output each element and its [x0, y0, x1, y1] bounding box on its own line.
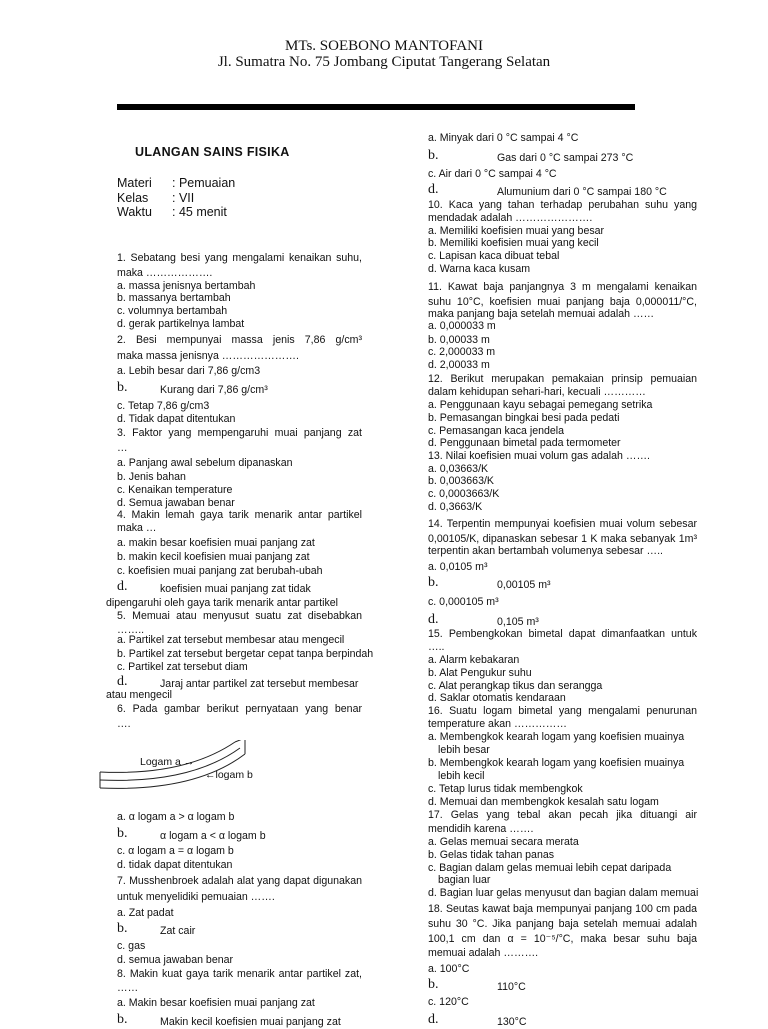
label-logam-a: Logam a →: [140, 756, 195, 768]
document-line: a. Minyak dari 0 °C sampai 4 °C: [428, 132, 579, 144]
document-line: c. Alat perangkap tikus dan serangga: [428, 680, 603, 692]
document-line: c. volumnya bertambah: [117, 305, 228, 317]
meta-value: : Pemuaian: [172, 176, 236, 190]
document-line: c. koefisien muai panjang zat berubah-ubah: [117, 565, 323, 577]
document-line: [117, 579, 311, 595]
document-line: maka ……………….: [117, 267, 213, 279]
document-line: [428, 182, 667, 198]
document-line: 10. Kaca yang tahan terhadap perubahan suhu yang: [428, 199, 697, 211]
option-marker: b.: [117, 921, 128, 936]
document-line: atau mengecil: [106, 689, 172, 701]
option-text: Gas dari 0 °C sampai 273 °C: [497, 152, 634, 164]
document-line: d. 2,00033 m: [428, 359, 490, 371]
document-line: a. Membengkok kearah logam yang koefisien muainya: [428, 731, 685, 743]
option-marker: d.: [428, 182, 439, 197]
option-marker: b.: [428, 148, 439, 163]
document-line: c. gas: [117, 940, 146, 952]
document-line: d. semua jawaban benar: [117, 954, 234, 966]
document-line: maka …: [117, 522, 157, 534]
document-line: b. makin kecil koefisien muai panjang zat: [117, 551, 310, 563]
exam-title: ULANGAN SAINS FISIKA: [135, 145, 290, 159]
document-line: d. Saklar otomatis kendaraan: [428, 692, 566, 704]
document-line: [117, 921, 196, 937]
document-line: 7. Musshenbroek adalah alat yang dapat digunakan: [117, 875, 362, 887]
meta-label: Materi: [117, 176, 152, 190]
document-line: temperature akan ……………: [428, 718, 567, 730]
option-marker: b.: [428, 575, 439, 590]
header-divider: [117, 104, 635, 110]
meta-value: : VII: [172, 191, 195, 205]
document-line: a. makin besar koefisien muai panjang zat: [117, 537, 315, 549]
document-line: a. 0,0105 m³: [428, 561, 488, 573]
document-line: 18. Seutas kawat baja mempunyai panjang 100 cm pada: [428, 903, 697, 915]
meta-value: : 45 menit: [172, 205, 227, 219]
document-line: [117, 826, 266, 842]
document-line: c. Tetap lurus tidak membengkok: [428, 783, 583, 795]
document-line: c. 0,000105 m³: [428, 596, 499, 608]
meta-materi: [117, 176, 236, 190]
option-marker: d.: [428, 1012, 439, 1027]
document-line: d. Semua jawaban benar: [117, 497, 235, 509]
document-line: a. Zat padat: [117, 907, 174, 919]
document-line: b. Memiliki koefisien muai yang kecil: [428, 237, 599, 249]
document-line: ……..: [117, 624, 145, 636]
document-line: c. Pemasangan kaca jendela: [428, 425, 565, 437]
document-line: 11. Kawat baja panjangnya 3 m mengalami kenaikan: [428, 281, 697, 293]
option-text: Kurang dari 7,86 g/cm³: [160, 384, 268, 396]
option-marker: d.: [117, 579, 128, 594]
option-text: Alumunium dari 0 °C sampai 180 °C: [497, 186, 667, 198]
document-line: d. 0,3663/K: [428, 501, 483, 513]
document-line: 6. Pada gambar berikut pernyataan yang benar: [117, 703, 362, 715]
document-line: b. Gelas tidak tahan panas: [428, 849, 555, 861]
document-line: [428, 1012, 527, 1028]
document-line: a. Memiliki koefisien muai yang besar: [428, 225, 605, 237]
document-line: a. Lebih besar dari 7,86 g/cm3: [117, 365, 261, 377]
document-line: maka massa jenisnya ………………….: [117, 350, 299, 362]
meta-label: Waktu: [117, 205, 152, 219]
meta-kelas: [117, 191, 195, 205]
document-line: bagian luar: [438, 874, 491, 886]
document-line: 16. Suatu logam bimetal yang mengalami penurunan: [428, 705, 697, 717]
document-line: …..: [428, 641, 445, 653]
document-line: [117, 1012, 341, 1028]
document-line: 0,00105/K, dipanaskan sebesar 1 K maka sebanyak 1m³: [428, 533, 697, 545]
document-line: ……: [117, 982, 139, 994]
document-line: lebih kecil: [438, 770, 485, 782]
document-line: [117, 674, 359, 690]
document-line: memuai adalah ……….: [428, 947, 539, 959]
document-line: dalam kehidupan sehari-hari, kecuali …………: [428, 386, 646, 398]
document-line: c. Partikel zat tersebut diam: [117, 661, 248, 673]
document-line: a. Makin besar koefisien muai panjang zat: [117, 997, 315, 1009]
document-line: a. Penggunaan kayu sebagai pemegang setrika: [428, 399, 653, 411]
document-line: b. Membengkok kearah logam yang koefisien muainya: [428, 757, 685, 769]
document-line: b. Partikel zat tersebut bergetar cepat tanpa berpindah: [117, 648, 374, 660]
document-line: b. Jenis bahan: [117, 471, 186, 483]
option-text: 0,105 m³: [497, 616, 539, 628]
document-line: [428, 575, 551, 591]
document-line: 4. Makin lemah gaya tarik menarik antar partikel: [117, 509, 362, 521]
document-line: d. Penggunaan bimetal pada termometer: [428, 437, 621, 449]
document-line: b. 0,00033 m: [428, 334, 490, 346]
document-line: 8. Makin kuat gaya tarik menarik antar partikel zat,: [117, 968, 362, 980]
document-line: a. α logam a > α logam b: [117, 811, 235, 823]
option-marker: d.: [428, 612, 439, 627]
document-line: c. 0,0003663/K: [428, 488, 500, 500]
document-line: 13. Nilai koefisien muai volum gas adalah …….: [428, 450, 650, 462]
document-line: d. Tidak dapat ditentukan: [117, 413, 236, 425]
document-line: a. 0,03663/K: [428, 463, 489, 475]
document-line: 12. Berikut merupakan pemakaian prinsip pemuaian: [428, 373, 697, 385]
document-line: dipengaruhi oleh gaya tarik menarik antar partikel: [106, 597, 339, 609]
document-line: b. Pemasangan bingkai besi pada pedati: [428, 412, 620, 424]
option-text: α logam a < α logam b: [160, 830, 266, 842]
label-logam-b: ←logam b: [205, 769, 253, 781]
document-line: mendidih karena …….: [428, 823, 534, 835]
document-line: c. Lapisan kaca dibuat tebal: [428, 250, 560, 262]
option-text: Zat cair: [160, 925, 196, 937]
option-marker: b.: [117, 826, 128, 841]
document-line: 3. Faktor yang mempengaruhi muai panjang zat: [117, 427, 362, 439]
document-line: c. Air dari 0 °C sampai 4 °C: [428, 168, 557, 180]
document-line: 2. Besi mempunyai massa jenis 7,86 g/cm³: [117, 334, 362, 346]
document-line: 17. Gelas yang tebal akan pecah jika dituangi air: [428, 809, 697, 821]
document-line: b. 0,003663/K: [428, 475, 494, 487]
document-line: [428, 148, 634, 164]
document-line: c. α logam a = α logam b: [117, 845, 234, 857]
document-line: lebih besar: [438, 744, 490, 756]
document-line: d. gerak partikelnya lambat: [117, 318, 245, 330]
document-line: c. 120°C: [428, 996, 469, 1008]
school-address: Jl. Sumatra No. 75 Jombang Ciputat Tangerang Selatan: [217, 54, 551, 70]
document-line: a. 100°C: [428, 963, 470, 975]
document-line: a. 0,000033 m: [428, 320, 496, 332]
document-line: b. massanya bertambah: [117, 292, 231, 304]
document-line: untuk menyelidiki pemuaian …….: [117, 891, 275, 903]
document-line: a. massa jenisnya bertambah: [117, 280, 256, 292]
option-text: Makin kecil koefisien muai panjang zat: [160, 1016, 341, 1028]
document-line: 15. Pembengkokan bimetal dapat dimanfaatkan untuk: [428, 628, 697, 640]
document-line: d. tidak dapat ditentukan: [117, 859, 233, 871]
document-line: c. Bagian dalam gelas memuai lebih cepat daripada: [428, 862, 672, 874]
document-line: [117, 380, 268, 396]
document-line: mendadak adalah ………………….: [428, 212, 593, 224]
document-line: [428, 977, 526, 993]
document-line: d. Bagian luar gelas menyusut dan bagian dalam memuai: [428, 887, 699, 899]
document-line: d. Memuai dan membengkok kesalah satu logam: [428, 796, 659, 808]
document-line: c. Kenaikan temperature: [117, 484, 233, 496]
document-line: 1. Sebatang besi yang mengalami kenaikan suhu,: [117, 252, 362, 264]
document-line: ….: [117, 718, 131, 730]
document-line: maka panjang baja setelah memuai adalah ……: [428, 308, 655, 320]
document-line: suhu 30 °C. Jika panjang baja setelah memuai adalah: [428, 918, 697, 930]
meta-label: Kelas: [117, 191, 149, 205]
document-line: …: [117, 442, 128, 454]
meta-waktu: [117, 205, 227, 219]
option-text: 110°C: [497, 981, 526, 993]
document-line: terpentin akan bertambah volumenya sebesar …..: [428, 545, 663, 557]
document-line: a. Alarm kebakaran: [428, 654, 520, 666]
option-marker: b.: [428, 977, 439, 992]
document-line: 100,1 cm dan α = 10⁻⁵/°C, maka besar suhu baja: [428, 933, 697, 945]
option-text: 0,00105 m³: [497, 579, 551, 591]
document-line: [428, 612, 539, 628]
document-line: 14. Terpentin mempunyai koefisien muai volum sebesar: [428, 518, 697, 530]
document-line: a. Panjang awal sebelum dipanaskan: [117, 457, 293, 469]
option-marker: d.: [117, 674, 128, 689]
option-text: koefisien muai panjang zat tidak: [160, 583, 311, 595]
option-marker: b.: [117, 1012, 128, 1027]
document-line: a. Gelas memuai secara merata: [428, 836, 579, 848]
document-line: a. Partikel zat tersebut membesar atau mengecil: [117, 634, 345, 646]
option-marker: b.: [117, 380, 128, 395]
document-line: c. 2,000033 m: [428, 346, 496, 358]
document-line: suhu 10°C, koefisien muai panjang baja 0,000011/°C,: [428, 296, 697, 308]
document-line: b. Alat Pengukur suhu: [428, 667, 532, 679]
school-name: MTs. SOEBONO MANTOFANI: [285, 38, 483, 54]
option-text: Jaraj antar partikel zat tersebut membesar: [160, 678, 359, 690]
option-text: 130°C: [497, 1016, 527, 1028]
document-line: c. Tetap 7,86 g/cm3: [117, 400, 210, 412]
document-line: d. Warna kaca kusam: [428, 263, 531, 275]
document-line: 5. Memuai atau menyusut suatu zat disebabkan: [117, 610, 362, 622]
